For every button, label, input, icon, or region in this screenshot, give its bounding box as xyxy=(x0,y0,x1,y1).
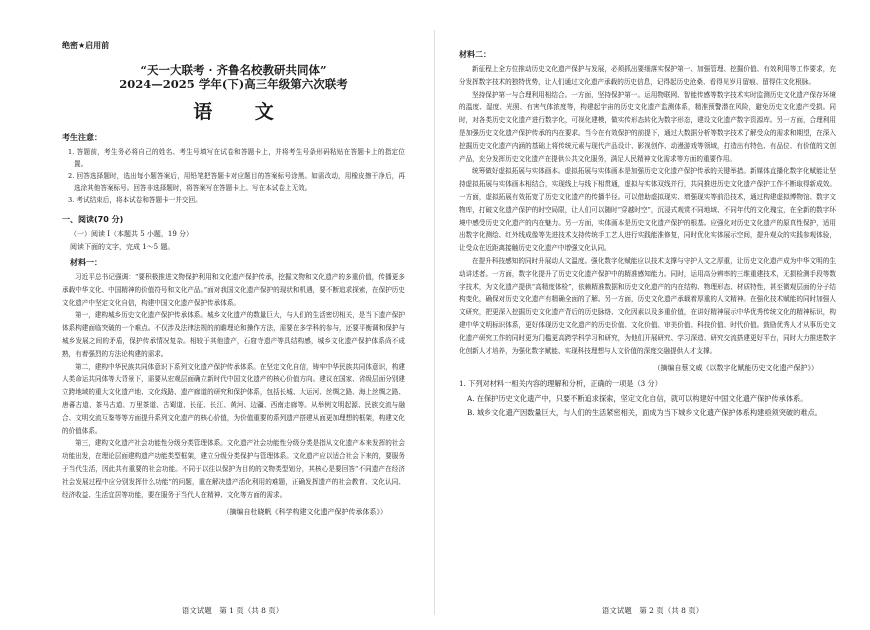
confidential-mark: 绝密★启用前 xyxy=(62,41,110,50)
note-item: 3. 考试结束后，将本试卷和答题卡一并交回。 xyxy=(68,196,202,204)
exam-title: “天一大联考 · 齐鲁名校教研共同体” xyxy=(140,63,327,77)
page-footer: 语文试题 第 1 页（共 8 页） xyxy=(181,606,284,615)
note-item: 2. 回答选择题时，选出每小题答案后，用铅笔把答题卡对应题目的答案标号涂黑。如需改动，用橡皮擦干净后，再选涂其他答案标号。回答非选择题时，将答案写在答题卡上。写在本试卷上无效。 xyxy=(68,172,405,192)
paragraph: 第二，建构中华民族共同体意识下系列文化遗产保护传承体系。在坚定文化自信，铸牢中华民族共同体意识，构建人类命运共同体等大背景下，需要从宏观层面确立新时代中国文化遗产的核心价值方向。建议在国家、省级层面分别建立跨地域的重大文化遗产地、文化线路、遗产廊道的研究和保护体系，包括长城、大运河、丝绸之路、海上丝绸之路、唐蕃古道、茶马古道、万里茶道、古蜀道、长征、长江、黄河、边疆、西南走廊等。从举例文明起源、民族交流与融合、文明交流互鉴等等方面提升系列文化遗产的核心价值，为价值重要的系列遗产搭建从面更加理想的框架，构建文化的价值体系。 xyxy=(62,362,405,435)
paragraph: 第三，建构文化遗产社会功能性分级分类管理体系。文化遗产社会功能性分级分类是指从文化遗产本来发挥的社会功能出发，在理论层面建构遗产功能类型框架，建立分级分类保护与管理体系。文化遗产应以适合社会下来的，要服务于当代生活，因此共有重要的社会功能。不同于以往以保护为目的的文物类型划分，其核心是要回答“不同遗产在经济社会发展过程中应分别发挥什么功能”的问题，重在解决遗产活化利用的难题，正确发挥遗产的社会教育、文化认同、经济收益、生活宜居等功能，要在服务于当代人在精神、文化等方面的需求。 xyxy=(62,439,405,499)
material-label: 材料二： xyxy=(459,50,491,59)
instruction-text: 阅读下面的文字，完成 1～5 题。 xyxy=(70,243,175,251)
paragraph: 习近平总书记强调：“要积极推进文物保护利用和文化遗产保护传承，挖掘文物和文化遗产的多重价值，传播更多承载中华文化、中国精神的价值符号和文化产品。”面对我国文化遗产保护的现状和机遇，要不断追求探索，在保护历史文化遗产中坚定文化自信，构建中国文化遗产保护传承体系。 xyxy=(62,273,405,307)
section-heading: 一、阅读(70 分) xyxy=(62,215,124,224)
subsection-heading: （一）阅读 I（本题共 5 小题，19 分） xyxy=(70,230,194,238)
answer-option: B. 城乡文化遗产因数量巨大，与人们的生活紧密相关，面成为当下城乡文化遗产保护体系构建亟须突破的难点。 xyxy=(467,408,822,418)
exam-subtitle: 2024—2025 学年(下)高三年级第六次联考 xyxy=(119,77,348,91)
answer-option: A. 在保护历史文化遗产中，只要不断追求探索，坚定文化自信，就可以构建好中国文化遗产保护传承体系。 xyxy=(467,394,808,404)
paragraph: 在提升科技感知的同时升展动人文温度。强化数字化赋能应以技术支撑与守护人文之厚重，让历史文化遗产成为中华文明的生动讲述者。一方面，数字化提升了历史文化遗产保护中的精准感知能力。同时，运用高分辨率的三维重建技术，无损检测手段等数字技术，为文化遗产提供“高精度体检”，依赖精准数据和历史文化遗产的内在结构、物理形态、材质特性，甚至微观层面的分子结构变化，确保对历史文化遗产有精确全面的了解。另一方面，历史文化遗产承载着厚重的人文精神。在强化技术赋能的同时加强人文研究，把更深入挖掘历史文化遗产背后的历史脉络、文化因素以及多重价值，在讲好精神展示中华优秀传统文化的精神标识，构建中华文明标识体系，更好体现历史文化遗产的历史价值、文化价值、审美价值、科技价值、时代价值。鼓励优秀人才从事历史文化遗产研究工作的同时更为门槛更高跨学科学习和研究，为他们开展研究、学习深造、研究交流搭建更好平台，同时大力推进数字化创新人才培养，为强化数字赋能、实现科技理想与人文价值的深度交融提供人才支撑。 xyxy=(459,256,836,355)
paragraph: 新征程上全方位推动历史文化遗产保护与发展，必须抓出要细落实保护第一、加强管理、挖掘价值、有效利用等工作要求，充分发挥数字技术的独特优势，让人们通过文化遗产承载的历史信息，记得起历史沧桑、看得见岁月留痕、留得住文化根脉。 xyxy=(459,65,836,86)
question-stem: 1. 下列对材料一相关内容的理解和分析，正确的一项是（3 分） xyxy=(459,379,662,389)
paragraph: 统筹做好虚拟拓展与实体画本。虚拟拓展与实体画本是加强历史文化遗产保护传承的关键举措。新媒体直播化数字化赋能让坚持虚拟拓展与实体画本相结合，实现线上与线下相贯通，虚拟与实体双线并行，共同推进历史文化遗产保护工作不断取得新成效。一方面，虚拟拓展有效拓宽了历史文化遗产的传播半径。可以借助虚拟现实、增强现实等前沿技术，通过构建虚拟博物馆、数字文物库，打破文化遗产保护的时空局限，让人们可以随时“穿越时空”，沉浸式观赏不同地域、不同年代的文化瑰宝，在全新的数字环境中感受历史文化遗产的内在魅力。另一方面，实体画本是历史文化遗产保护的根基。应强化对历史文化遗产的原真性保护，适用出数字化测绘、红外线成像等先进技术支持传统手工艺人进行实践能准修复，同时优化实体展示空间，提升观众的实践参观体验，让受众在近距离接触历史文化遗产中增强文化认同。 xyxy=(459,167,836,253)
paragraph: 第一，建构城乡历史文化遗产保护传承体系。城乡文化遗产的数量巨大，与人们的生活密切相关，是当下遗产保护体系构建面临突破的一个难点。不仅涉及法律法规的前瞻理论和操作方法，需要在多学科的参与，还要平衡调和保护与城乡发展之间的矛盾，保护传承情况复杂。相较于其他遗产，石窟寺遗产等具结构感，城乡文化遗产保护体系尚不成熟，有着强烈的方法论构建的需求。 xyxy=(62,311,405,358)
page-footer: 语文试题 第 2 页（共 8 页） xyxy=(601,606,704,615)
source-citation: （摘编自蔡文威《以数字化赋能历史文化遗产保护》） xyxy=(653,364,818,373)
material-label: 材料一： xyxy=(70,258,102,267)
note-item: 1. 答题前，考生务必将自己的姓名、考生号填写在试卷和答题卡上，并将考生号条形码粘贴在答题卡上的指定位置。 xyxy=(68,148,405,168)
paragraph: 坚持保护第一与合理利用相结合。一方面，坚持保护第一。运用物联网、智能传感等数字技术实时监测历史文化遗产保存环境的温度、湿度、光照、有害气体浓度等，构建起宇宙的历史文化遗产监测体系，精准预警潜在风险，避免历史文化遗产受损。同时，对各类历史文化遗产进行数字化，可视化建模，做实传形态转化为数字形态，建设文化遗产数字资源库。另一方面，合理利用是加强历史文化遗产保护传承的内在要求。当今在有效保护的前提下，通过大数据分析等数字技术了解受众的需求和期望，在深入挖掘历史文化遗产内涵的基础上将传统元素与现代产品设计、影视创作、动漫游戏等领域，打造出有特色、有品位、有价值的文创产品，充分发挥历史文化遗产在提供公共文化服务，满足人民精神文化需求等方面的重要作用。 xyxy=(459,90,836,163)
source-citation: （摘编自杜晓帆《科学构建文化遗产保护传承体系》） xyxy=(222,508,387,517)
notes-label: 考生注意： xyxy=(62,133,102,142)
page-2 xyxy=(435,0,870,630)
subject-title: 语 文 xyxy=(193,101,292,123)
